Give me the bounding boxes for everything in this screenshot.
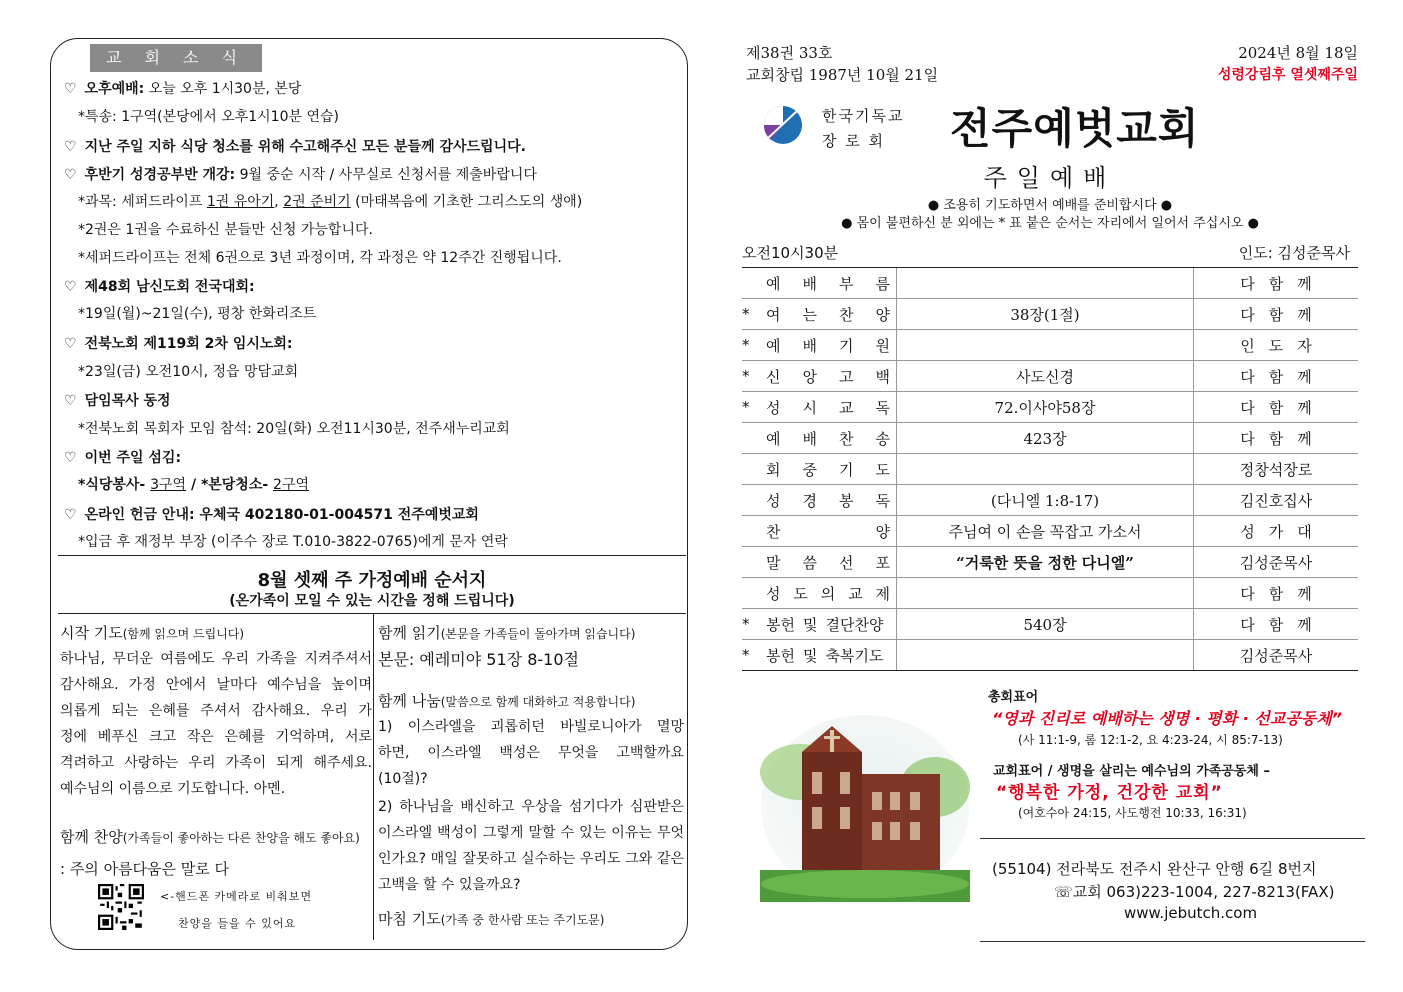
worship-item-name: 예 배 찬 송 <box>756 423 897 454</box>
news-item: ♡ 전북노회 제119회 2차 임시노회: <box>64 336 293 352</box>
stand-marker: * <box>742 361 756 392</box>
worship-row <box>742 299 1358 330</box>
text-line: 인가요? 매일 잘못하고 실수하는 우리도 그와 같은 <box>378 851 684 867</box>
worship-row <box>742 361 1358 392</box>
worship-item-leader: 다함께 <box>1194 423 1359 454</box>
assembly-motto-reference: (사 11:1-9, 롬 12:1-2, 요 4:23-24, 시 85:7-13) <box>1018 733 1283 747</box>
text-line: 2) 하나님을 배신하고 우상을 섬기다가 심판받은 <box>378 799 684 815</box>
opening-prayer-text <box>60 646 372 802</box>
church-building-image <box>760 712 970 902</box>
stand-marker: * <box>742 330 756 361</box>
home-worship-title: 8월 셋째 주 가정예배 순서지 <box>257 570 487 591</box>
worship-row <box>742 423 1358 454</box>
worship-row <box>742 609 1358 640</box>
worship-item-leader: 다함께 <box>1194 609 1359 640</box>
heart-icon: ♡ <box>64 167 77 183</box>
divider <box>980 838 1365 839</box>
worship-item-name: 찬 양 <box>756 516 897 547</box>
worship-row <box>742 268 1358 299</box>
heart-icon: ♡ <box>64 279 77 295</box>
worship-row <box>742 640 1358 671</box>
heart-icon: ♡ <box>64 139 77 155</box>
worship-item-content: 사도신경 <box>897 361 1194 392</box>
notice-1: ● 조용히 기도하면서 예배를 준비합시다 ● <box>927 198 1173 213</box>
news-item: ♡ 지난 주일 지하 식당 청소를 위해 수고해주신 모든 분들께 감사드립니다. <box>64 139 526 155</box>
stand-marker: * <box>742 392 756 423</box>
founding-date: 교회창립 1987년 10월 21일 <box>746 66 939 84</box>
church-address: (55104) 전라북도 전주시 완산구 안행 6길 8번지 <box>992 860 1317 878</box>
news-detail: *식당봉사- 3구역 / *본당청소- 2구역 <box>78 477 310 493</box>
text-line: (10절)? <box>378 771 428 787</box>
worship-item-content <box>897 578 1194 609</box>
stand-marker <box>742 454 756 485</box>
question-2 <box>378 794 684 898</box>
worship-item-name: 성 시 교 독 <box>756 392 897 423</box>
worship-item-leader: 다함께 <box>1194 361 1359 392</box>
divider <box>980 941 1365 942</box>
news-detail: *23일(금) 오전10시, 정읍 망담교회 <box>78 364 299 380</box>
worship-item-name: 여 는 찬 양 <box>756 299 897 330</box>
heart-icon: ♡ <box>64 507 77 523</box>
divider <box>58 555 686 556</box>
bulletin-date: 2024년 8월 18일 <box>1238 44 1358 62</box>
worship-item-leader: 다함께 <box>1194 299 1359 330</box>
worship-item-name: 예 배 기 원 <box>756 330 897 361</box>
assembly-motto-label: 총회표어 <box>988 690 1039 705</box>
text-line: 하나님, 무더운 여름에도 우리 가족을 지켜주셔서 <box>60 651 372 667</box>
denomination: 한국기독교 장 로 회 <box>822 107 905 150</box>
heart-icon: ♡ <box>64 393 77 409</box>
stand-marker <box>742 423 756 454</box>
text-line: 하면, 이스라엘 백성은 무엇을 고백할까요 <box>378 745 684 761</box>
worship-item-content <box>897 330 1194 361</box>
worship-item-content: 72.이사야58장 <box>897 392 1194 423</box>
service-info-row <box>742 242 1358 263</box>
worship-item-name: 신 앙 고 백 <box>756 361 897 392</box>
worship-row <box>742 485 1358 516</box>
qr-instruction: <-핸드폰 카메라로 비춰보면 <box>160 890 313 903</box>
divider <box>58 613 686 614</box>
church-motto-reference: (여호수아 24:15, 사도행전 10:33, 16:31) <box>1018 806 1247 820</box>
worship-item-name: 성 경 봉 독 <box>756 485 897 516</box>
text-line: 감사해요. 가정 안에서 날마다 예수님을 높이며 <box>60 677 372 693</box>
worship-item-leader: 김진호집사 <box>1194 485 1359 516</box>
closing-prayer-heading: 마침 기도(가족 중 한사람 또는 주기도문) <box>378 910 605 928</box>
worship-item-name: 봉헌 및 결단찬양 <box>756 609 897 640</box>
stand-marker: * <box>742 299 756 330</box>
news-detail: *19일(월)~21일(수), 평창 한화리조트 <box>78 306 317 322</box>
praise-heading: 함께 찬양(가족들이 좋아하는 다른 찬양을 해도 좋아요) <box>60 828 360 846</box>
worship-item-leader: 다함께 <box>1194 268 1359 299</box>
worship-item-leader: 정창석장로 <box>1194 454 1359 485</box>
qr-code-icon[interactable] <box>98 884 144 930</box>
worship-item-content: 38장(1절) <box>897 299 1194 330</box>
church-name: 전주예벗교회 <box>950 104 1200 153</box>
service-leader: 인도: 김성준목사 <box>1238 244 1350 262</box>
worship-row <box>742 516 1358 547</box>
stand-marker <box>742 485 756 516</box>
news-item: ♡ 제48회 남신도회 전국대회: <box>64 279 255 295</box>
church-website[interactable]: www.jebutch.com <box>1124 904 1258 922</box>
worship-item-content: 540장 <box>897 609 1194 640</box>
stand-marker <box>742 578 756 609</box>
news-item: ♡ 오후예배: 오늘 오후 1시30분, 본당 <box>64 81 302 97</box>
worship-item-content <box>897 640 1194 671</box>
news-detail: *입금 후 재정부 부장 (이주수 장로 T.010-3822-0765)에게 문자 연락 <box>78 534 508 550</box>
worship-item-content: 주님여 이 손을 꼭잡고 가소서 <box>897 516 1194 547</box>
stand-marker <box>742 268 756 299</box>
text-line: 1) 이스라엘을 괴롭히던 바빌로니아가 멸망 <box>378 719 684 735</box>
order-of-worship-table <box>742 267 1358 671</box>
assembly-motto: “영과 진리로 예배하는 생명 · 평화 · 선교공동체” <box>992 709 1342 728</box>
worship-item-leader: 김성준목사 <box>1194 547 1359 578</box>
sharing-heading: 함께 나눔(말씀으로 함께 대화하고 적용합니다) <box>378 692 636 710</box>
worship-item-content: 423장 <box>897 423 1194 454</box>
worship-item-content: “거룩한 뜻을 정한 다니엘” <box>897 547 1194 578</box>
worship-item-name: 말 씀 선 포 <box>756 547 897 578</box>
worship-item-name: 봉헌 및 축복기도 <box>756 640 897 671</box>
news-detail: *2권은 1권을 수료하신 분들만 신청 가능합니다. <box>78 222 373 238</box>
stand-marker <box>742 547 756 578</box>
heart-icon: ♡ <box>64 450 77 466</box>
service-title: 주일예배 <box>983 164 1117 192</box>
worship-item-name: 성 도 의 교 제 <box>756 578 897 609</box>
worship-item-content <box>897 268 1194 299</box>
heart-icon: ♡ <box>64 81 77 97</box>
worship-item-content <box>897 454 1194 485</box>
worship-item-content: (다니엘 1:8-17) <box>897 485 1194 516</box>
liturgical-season: 성령강림후 열셋째주일 <box>1217 67 1358 83</box>
worship-row <box>742 454 1358 485</box>
text-line: 격려하고 사랑하는 우리 가족이 되게 해주세요. <box>60 755 372 771</box>
worship-row <box>742 547 1358 578</box>
opening-prayer-heading: 시작 기도(함께 읽으며 드립니다) <box>60 624 245 642</box>
home-worship-subtitle: (온가족이 모일 수 있는 시간을 정해 드립니다) <box>229 593 515 609</box>
stand-marker: * <box>742 609 756 640</box>
news-item: ♡ 온라인 헌금 안내: 우체국 402180-01-004571 전주예벗교회 <box>64 507 479 523</box>
worship-item-leader: 인도자 <box>1194 330 1359 361</box>
text-line: 이스라엘 백성이 그렇게 말할 수 있는 이유는 무엇 <box>378 825 684 841</box>
worship-row <box>742 578 1358 609</box>
reading-heading: 함께 읽기(본문을 가족들이 돌아가며 읽습니다) <box>378 624 636 642</box>
denomination-logo-icon <box>763 105 803 145</box>
text-line: 의롭게 되는 은혜를 주셔서 감사해요. 우리 가 <box>60 703 372 719</box>
text-line: 예수님의 이름으로 기도합니다. 아멘. <box>60 781 286 797</box>
service-time: 오전10시30분 <box>742 244 839 262</box>
worship-row <box>742 330 1358 361</box>
notice-2: ● 몸이 불편하신 분 외에는 * 표 붙은 순서는 자리에서 일어서 주십시오 ● <box>841 216 1259 231</box>
news-detail: *전북노회 목회자 모임 참석: 20일(화) 오전11시30분, 전주새누리교회 <box>78 421 510 437</box>
church-motto-label: 교회표어 / 생명을 살리는 예수님의 가족공동체 – <box>993 764 1271 779</box>
worship-item-leader: 성가대 <box>1194 516 1359 547</box>
worship-item-name: 회 중 기 도 <box>756 454 897 485</box>
news-item: ♡ 후반기 성경공부반 개강: 9월 중순 시작 / 사무실로 신청서를 제출바랍니다 <box>64 167 537 183</box>
text-line: 정에 베푸신 크고 작은 은혜를 기억하며, 서로 <box>60 729 372 745</box>
worship-item-name: 예 배 부 름 <box>756 268 897 299</box>
stand-marker <box>742 516 756 547</box>
text-line: 고백을 할 수 있을까요? <box>378 877 521 893</box>
volume-number: 제38권 33호 <box>746 44 833 62</box>
worship-item-leader: 다함께 <box>1194 578 1359 609</box>
news-item: ♡ 이번 주일 섬김: <box>64 450 182 466</box>
question-1 <box>378 714 684 792</box>
heart-icon: ♡ <box>64 336 77 352</box>
column-divider <box>373 614 374 940</box>
worship-item-leader: 김성준목사 <box>1194 640 1359 671</box>
worship-row <box>742 392 1358 423</box>
church-motto: “행복한 가정, 건강한 교회” <box>996 783 1223 803</box>
news-detail: *과목: 세퍼드라이프 1권 유아기, 2권 준비기 (마태복음에 기초한 그리스도의 생애) <box>78 194 583 210</box>
praise-song-title: : 주의 아름다움은 말로 다 <box>60 860 230 878</box>
news-item: ♡ 담임목사 동정 <box>64 393 171 409</box>
church-phone: ☏교회 063)223-1004, 227-8213(FAX) <box>1054 883 1335 901</box>
news-detail: *세퍼드라이프는 전체 6권으로 3년 과정이며, 각 과정은 약 12주간 진행됩니다. <box>78 250 562 266</box>
news-title: 교 회 소 식 <box>90 44 262 72</box>
worship-item-leader: 다함께 <box>1194 392 1359 423</box>
news-detail: *특송: 1구역(본당에서 오후1시10분 연습) <box>78 109 339 125</box>
stand-marker: * <box>742 640 756 671</box>
scripture-reference: 본문: 예레미야 51장 8-10절 <box>378 650 579 669</box>
qr-instruction-2: 찬양을 들을 수 있어요 <box>178 917 297 930</box>
